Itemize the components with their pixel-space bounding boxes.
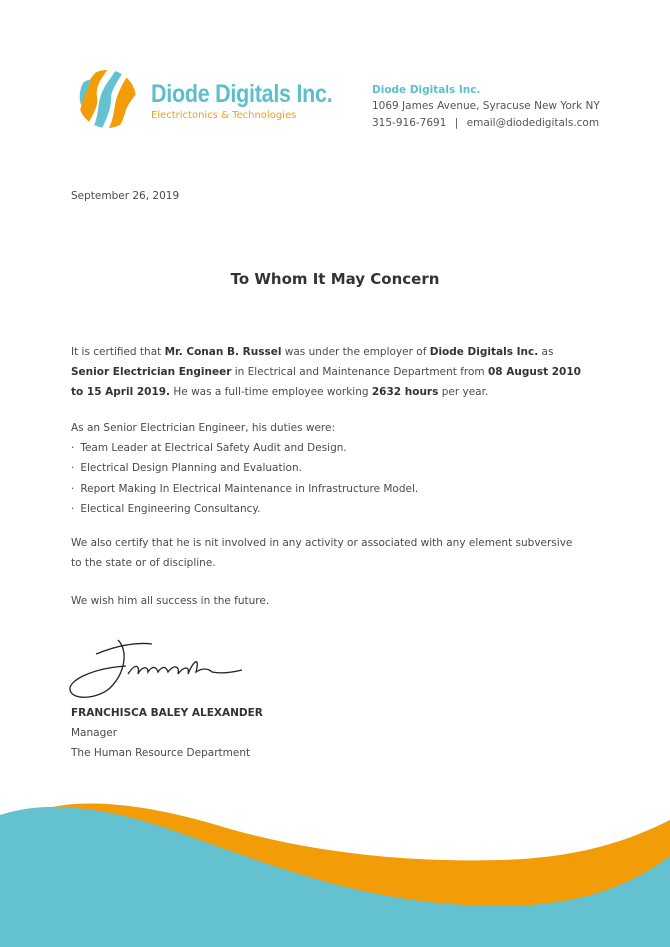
duty-text: Report Making In Electrical Maintenance in Infrastructure Model. [80, 483, 419, 495]
letter-title: To Whom It May Concern [230, 270, 440, 288]
job-title: Senior Electrician Engineer [71, 366, 232, 378]
signer-name: FRANCHISCA BALEY ALEXANDER [71, 707, 263, 719]
para1-line3 [71, 385, 488, 399]
contact-address: 1069 James Avenue, Syracuse New York NY [372, 100, 600, 112]
company-logo-icon [77, 69, 137, 129]
contact-separator: | [454, 117, 459, 129]
duty-item [71, 502, 260, 516]
employee-name: Mr. Conan B. Russel [164, 346, 282, 358]
duty-item [71, 441, 347, 455]
contact-line [372, 117, 599, 129]
signer-department: The Human Resource Department [71, 747, 251, 759]
logo-name: Diode Digitals Inc. [151, 80, 333, 108]
bullet: · [71, 462, 75, 474]
signature-icon [66, 632, 246, 704]
text: per year. [438, 386, 489, 398]
duty-text: Team Leader at Electrical Safety Audit and Design. [80, 442, 347, 454]
duty-text: Electrical Design Planning and Evaluation. [80, 462, 302, 474]
para4: We wish him all success in the future. [71, 595, 270, 607]
para3-line1: We also certify that he is nit involved in any activity or associated with any element subversive [71, 537, 573, 549]
letter-date: September 26, 2019 [71, 190, 180, 202]
bullet: · [71, 442, 75, 454]
bullet: · [71, 483, 75, 495]
logo-tagline: Electrictonics & Technologies [151, 110, 297, 121]
duties-intro: As an Senior Electrician Engineer, his duties were: [71, 422, 336, 434]
text: He was a full-time employee working [170, 386, 372, 398]
contact-email[interactable]: email@diodedigitals.com [466, 117, 600, 129]
signer-role: Manager [71, 727, 118, 739]
text: It is certified that [71, 346, 165, 358]
hours: 2632 hours [371, 386, 439, 398]
para1-line2 [71, 365, 581, 379]
text: in Electrical and Maintenance Department from [231, 366, 488, 378]
bullet: · [71, 503, 75, 515]
para3-line2: to the state or of discipline. [71, 557, 216, 569]
duty-item [71, 461, 302, 475]
duty-item [71, 482, 418, 496]
contact-company: Diode Digitals Inc. [372, 84, 481, 96]
duty-text: Electical Engineering Consultancy. [80, 503, 261, 515]
company-name: Diode Digitals Inc. [429, 346, 539, 358]
start-date: 08 August 2010 [487, 366, 581, 378]
contact-phone: 315-916-7691 [372, 117, 447, 129]
end-date: to 15 April 2019. [71, 386, 171, 398]
footer-wave [0, 780, 670, 947]
text: as [538, 346, 554, 358]
para1-line1 [71, 345, 553, 359]
text: was under the employer of [281, 346, 430, 358]
